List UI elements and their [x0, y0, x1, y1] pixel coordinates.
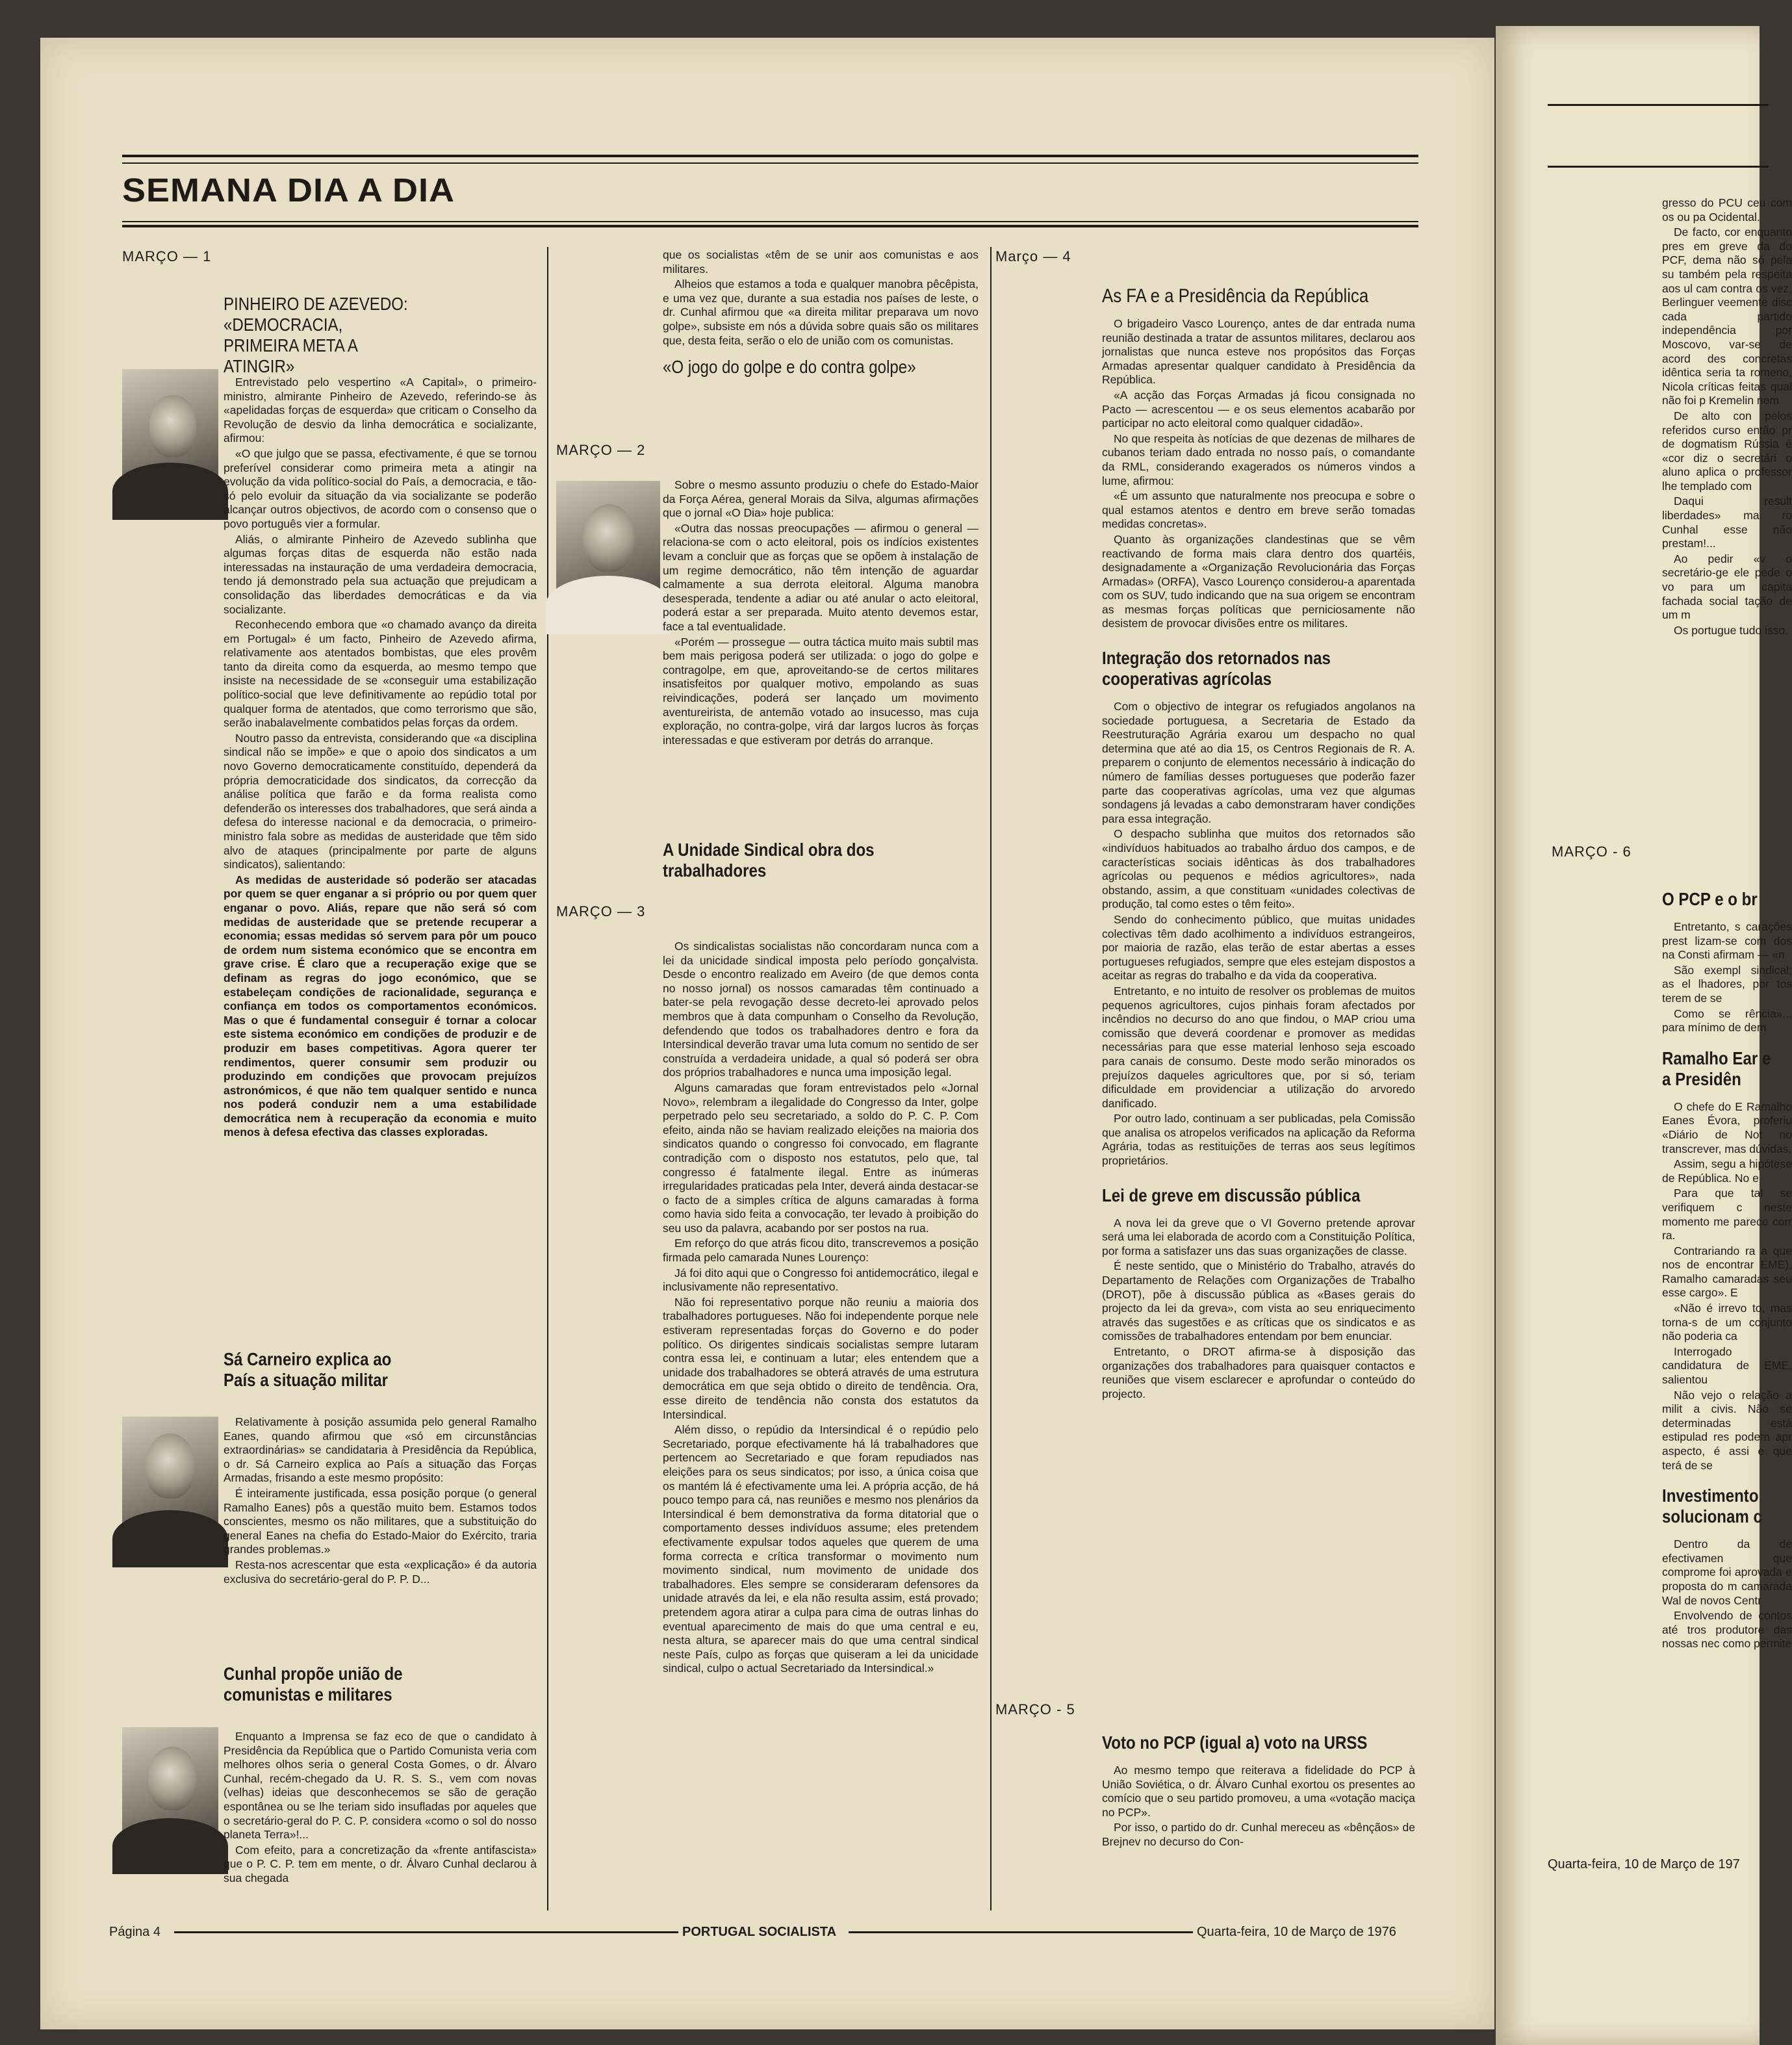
photo-shoulders	[112, 1510, 228, 1567]
right-page	[1496, 26, 1792, 2045]
article-voto-pcp	[1102, 1732, 1415, 1851]
footer-rule-left	[174, 1931, 678, 1933]
right-paragraph: Ao pedir «v o secretário-ge ele pede o vo para um capita fachada social tação de um m	[1662, 552, 1792, 622]
date-marco-4: Março — 4	[995, 248, 1071, 264]
paragraph: Em reforço do que atrás ficou dito, transcrevemos a posição firmada pelo camarada Nunes Lourenço:	[663, 1237, 979, 1265]
paragraph: Alguns camaradas que foram entrevistados pelo «Jornal Novo», relembram a ilegalidade do Congresso da Inter, golpe perpetrado pelo seu secretariado, a soldo do P. C. P. Com efeito, ainda não se haviam realizado eleições na maioria dos sindicatos quando o congresso foi convocado, em flagrante contradição com o disposto nos estatutos, pelo que, tal congresso é fatalmente ilegal. Entre as inúmeras irregularidades praticadas pela Inter, deverá ainda destacar-se o facto de a simples crítica de alguns camaradas à forma como havia sido feita a convocação, ter levado à proibição do seu uso da palavra, acabando por ser postos na rua.	[663, 1081, 979, 1235]
headline-unidade-sindical-text: A Unidade Sindical obra dos trabalhadores	[663, 840, 875, 881]
footer-date: Quarta-feira, 10 de Março de 1976	[1197, 1925, 1396, 1939]
paragraph: Os sindicalistas socialistas não concordaram nunca com a lei da unicidade sindical imposta pelo período gonçalvista. Desde o encontro realizado em Aveiro (de que demos conta no nosso jornal) os nossos camaradas têm continuado a bater-se pela revogação desse decreto-lei aprovado pelos membros que à data compunham o Conselho da Revolução, defendendo que todos os trabalhadores dentro e fora da Intersindical deverão travar uma luta comum no sentido de ser construída a verdadeira unidade, a qual só poderá ser obra dos próprios trabalhadores e nunca uma imposição legal.	[663, 940, 979, 1079]
date-marco-3: MARÇO — 3	[556, 903, 646, 920]
right-paragraph: O chefe do E Ramalho Eanes Évora, proferiu «Diário de Not no transcrever, mas dúvidas.	[1662, 1100, 1792, 1155]
paragraph: Ao mesmo tempo que reiterava a fidelidade do PCP à União Soviética, o dr. Álvaro Cunhal exortou os presentes ao comício que o seu partido promoveu, a uma «votação maciça no PCP».	[1102, 1764, 1415, 1819]
footer-page-number: Página 4	[109, 1925, 160, 1939]
paragraph: As medidas de austeridade só poderão ser atacadas por quem se quer enganar a si próprio ou por quem quer enganar o povo. Aliás, repare que não será só com medidas de austeridade que se pretende recuperar a economia; essas medidas só servem para pôr um pouco de ordem num sistema económico que se encontra em grave crise. É claro que a recuperação exige que se definam as regras do jogo económico, que se estabeleçam condições de racionalidade, segurança e confiança em todos os comportamentos económicos. Mas o que é fundamental conseguir é tornar a colocar este sistema económico em condições de produzir e de produzir em bases competitivas. Agora querer ter rendimentos, querer consumir sem produzir ou produzindo em condições que provocam prejuízos astronómicos, é que não tem qualquer sentido e nunca nos poderá conduzir nem a uma estabilidade democrática nem à recuperação da economia e muito menos à defesa efectiva das classes exploradas.	[224, 873, 537, 1139]
right-paragraph: De alto con pelos referidos curso então pr de dogmatism Rússia é «cor diz o secretári o aluno aplica o professor lhe templado com	[1662, 409, 1792, 493]
paragraph: Noutro passo da entrevista, considerando que «a disciplina sindical não se impõe» e que o apoio dos sindicatos a um novo Governo democraticamente constituído, dependerá da própria democraticidade dos sindicatos, da correcção da análise política que farão e da forma realista como defenderão os interesses dos trabalhadores, que será ainda a defesa do interesse nacional e da democracia, o primeiro-ministro fala sobre as medidas de austeridade que têm sido alvo de ataques (principalmente por parte de alguns sindicatos), salientando:	[224, 731, 537, 871]
right-paragraph: Não vejo o relação a milit a civis. Não se determinadas está estipulad res podem apr aspecto, é assi e que terá de se	[1662, 1388, 1792, 1472]
paragraph: É neste sentido, que o Ministério do Trabalho, através do Departamento de Relações com Organizações de Trabalho (DROT), põe à discussão pública as «Bases gerais do projecto da lei da greva», com vista ao seu enriquecimento através das sugestões e as críticas que os sindicatos e as comissões de trabalhadores entendam por bem enunciar.	[1102, 1259, 1415, 1343]
right-paragraph: São exempl sindical; as el lhadores, por tos terem de se	[1662, 963, 1792, 1005]
date-marco-5: MARÇO - 5	[995, 1701, 1075, 1717]
paragraph: Entrevistado pelo vespertino «A Capital», o primeiro-ministro, almirante Pinheiro de Azevedo, referindo-se às «apelidadas forças de esquerda» que criticam o Conselho da Revolução de desvio da linha democrática e socializante, afirmou:	[224, 376, 537, 445]
photo-head	[148, 1747, 196, 1810]
paragraph: Não foi representativo porque não reuniu a maioria dos trabalhadores portugueses. Não foi independente porque nele estiveram representadas forças do Governo e do poder político. Os dirigentes sindicais socialistas sempre lutaram contra essa lei, e continuam a lutar; eles entendem que a unidade dos trabalhadores se obterá através de uma estrutura democrática em que seja obtido o direito de tendência. Ora, esse direito de tendência não consta dos estatutos da Intersindical.	[663, 1295, 979, 1421]
right-paragraph: Dentro da de efectivamen que comprome foi aprovada e proposta do m camarada Wal de novos Centr	[1662, 1537, 1792, 1607]
paragraph: «O que julgo que se passa, efectivamente, é que se tornou preferível considerar como primeira meta a atingir na evolução da vida político-social do País, a democracia, e tão-só pelo evoluir da situação da via socializante se poderão alcançar outros objectivos, de acordo com o consenso que o povo português vier a formular.	[224, 446, 537, 530]
headline-cunhal	[224, 1664, 438, 1716]
article-jogo-do-golpe	[663, 478, 979, 749]
headline-unidade-sindical	[663, 840, 923, 892]
headline-cunhal-text: Cunhal propõe união de comunistas e militares	[224, 1664, 403, 1704]
headline-voto-pcp: Voto no PCP (igual a) voto na URSS	[1102, 1732, 1368, 1753]
headline-sa-carneiro	[224, 1349, 438, 1401]
right-paragraph: «Não é irrevo to, mas torna-s de um conjunto não poderia ca	[1662, 1302, 1792, 1343]
article-sa-carneiro	[224, 1415, 537, 1588]
paragraph: Já foi dito aqui que o Congresso foi antidemocrático, ilegal e inclusivamente não representativo.	[663, 1266, 979, 1294]
paragraph: No que respeita às notícias de que dezenas de milhares de cubanos teriam dado entrada no nosso país, o comandante da RML, considerando exagerados os números vindos a lume, afirmou:	[1102, 431, 1415, 487]
masthead: SEMANA DIA A DIA	[122, 172, 455, 209]
top-rule-2	[122, 162, 1418, 164]
right-column	[1662, 196, 1792, 639]
headline-pinheiro	[224, 294, 438, 387]
paragraph: Com o objectivo de integrar os refugiados angolanos na sociedade portuguesa, a Secretaria de Estado da Reestruturação Agrária exarou um despacho no qual determina que até ao dia 15, os Centros Regionais de R. A. preparem o conjunto de elementos necessário à indicação do número de famílias desses portugueses que poderão fazer parte das cooperativas agrícolas, uma vez que algumas sondagens já levadas a cabo demonstraram haver condições para essa integração.	[1102, 700, 1415, 825]
paragraph: «É um assunto que naturalmente nos preocupa e sobre o qual estamos atentos e dentro em breve serão tomadas medidas concretas».	[1102, 489, 1415, 531]
paragraph: O brigadeiro Vasco Lourenço, antes de dar entrada numa reunião destinada a tratar de assuntos militares, declarou aos jornalistas que nunca esteve nos propósitos das Forças Armadas apresentar qualquer candidato à Presidência da República.	[1102, 317, 1415, 387]
right-paragraph: Para que tal se verifiquem c neste momento me parece corr ra.	[1662, 1187, 1792, 1242]
article-cunhal-continued	[663, 248, 979, 388]
right-paragraph: Daqui result liberdades» ma ro Cunhal esse não prestam!...	[1662, 495, 1792, 550]
column-divider-2	[990, 247, 992, 1910]
paragraph: Entretanto, o DROT afirma-se à disposição das organizações dos trabalhadores para quaisquer contactos e reuniões que visem esclarecer e aprofundar o conteúdo do projecto.	[1102, 1345, 1415, 1400]
headline-retornados: Integração dos retornados nas cooperativas agrícolas	[1102, 648, 1331, 689]
photo-head	[149, 395, 196, 457]
masthead-rule-2	[122, 225, 1418, 227]
right-paragraph: De facto, cor enquanto pres em greve da do PCF, dema não só pela su também pela respeita aos ul cam contra os vez, Berlinguer veemente disc cada partido independência por Moscovo, var-se de acord des concretas idêntica seria ta romeno, Nicola críticas feitas qual não foi p Kremelin nem	[1662, 225, 1792, 407]
right-paragraph: Como se rência»... para mínimo de dem	[1662, 1007, 1792, 1035]
photo-head	[583, 504, 634, 572]
paragraph: Sobre o mesmo assunto produziu o chefe do Estado-Maior da Força Aérea, general Morais da Silva, algumas afirmações que o jornal «O Dia» hoje publica:	[663, 478, 979, 520]
paragraph: Além disso, o repúdio da Intersindical é o repúdio pelo Secretariado, porque efectivamente há lá trabalhadores que pertencem ao Secretariado e que foram repudiados nas eleições para os seus sindicatos; por isso, a única coisa que os mantém lá é efectivamente uma lei. A própria acção, de há pouco tempo para cá, nas reuniões e mesmo nos plenários da Intersindical é bem demonstrativa da forma ditatorial que o comportamento desses indivíduos assume; eles pretendem efectivamente expulsar todos aqueles que querem de uma forma correcta e crítica transformar o movimento num movimento sindical, num movimento de unidade dos trabalhadores. Eles sempre se consideraram defensores da unidade através da lei, e ela não resulta assim, está provado; pretendem agora atirar a culpa para cima de outras linhas do eventual aparecimento de mais do que uma central e eu, nesta altura, se aparecer mais do que uma central sindical neste País, culpo as forças que quiseram a lei da unicidade sindical, culpo o actual Secretariado da Intersindical.»	[663, 1423, 979, 1675]
right-paragraph: Contrariando ra a que nos de encontrar EME), Ramalho camaradas seu esse cargo». E	[1662, 1244, 1792, 1300]
date-marco-6: MARÇO - 6	[1552, 843, 1632, 860]
paragraph: A nova lei da greve que o VI Governo pretende aprovar será uma lei elaborada de acordo com a Constituição Política, por forma a satisfazer uns das suas organizações de classe.	[1102, 1216, 1415, 1257]
right-column-2	[1662, 889, 1792, 1653]
masthead-rule-1	[122, 221, 1418, 222]
right-paragraph: Os portugue tudo isso.	[1674, 623, 1789, 637]
footer-rule-right	[849, 1931, 1193, 1933]
footer-paper-name: PORTUGAL SOCIALISTA	[682, 1925, 837, 1939]
rule-right-top	[1548, 104, 1769, 106]
photo-shoulders	[112, 463, 228, 520]
headline-fa-presidencia: As FA e a Presidência da República	[1102, 285, 1369, 307]
photo-morais-da-silva	[556, 481, 660, 634]
article-unidade-sindical	[663, 940, 979, 1677]
paragraph: «Outra das nossas preocupações — afirmou o general — relaciona-se com o acto eleitoral, pois os indícios existentes levam a concluir que as forças que se opõem à instalação de um regime democrático, não têm intenção de aguardar calmamente a sua derrota eleitoral. Alguma manobra desesperada, tendente a adiar ou até anular o acto eleitoral, poderá estar a ser preparada. Muito atento devemos estar, face a tal eventualidade.	[663, 521, 979, 633]
photo-head	[146, 1434, 195, 1498]
article-pinheiro-top	[224, 376, 537, 1141]
paragraph: É inteiramente justificada, essa posição porque (o general Ramalho Eanes) pôs a questão muito bem. Estamos todos conscientes, mesmo os não militares, que a substituição do general Eanes na chefia do Estado-Maior do Exército, traria grandes problemas.»	[224, 1486, 537, 1556]
column-divider-1	[547, 247, 548, 1910]
headline-lei-de-greve: Lei de greve em discussão pública	[1102, 1185, 1361, 1205]
paragraph: Por outro lado, continuam a ser publicadas, pela Comissão que analisa os atropelos verificados na aplicação da Reforma Agrária, todas as restituições de terras aos seus legítimos proprietários.	[1102, 1112, 1415, 1168]
top-rule-1	[122, 155, 1418, 157]
paragraph: Com efeito, para a concretização da «frente antifascista» que o P. C. P. tem em mente, o dr. Álvaro Cunhal declarou à sua chegada	[224, 1843, 537, 1884]
headline-pcp: O PCP e o br	[1662, 889, 1758, 909]
headline-sa-carneiro-text: Sá Carneiro explica ao País a situação militar	[224, 1349, 392, 1390]
photo-shoulders	[112, 1818, 228, 1874]
right-paragraph: Interrogado candidatura de EME, salientou	[1662, 1344, 1792, 1387]
paragraph: Relativamente à posição assumida pelo general Ramalho Eanes, quando afirmou que «só em circunstâncias extraordinárias» se candidataria à Presidência da República, o dr. Sá Carneiro explica ao País a situação das Forças Armadas, frisando a este mesmo propósito:	[224, 1415, 537, 1485]
headline-jogo-do-golpe: «O jogo do golpe e do contra golpe»	[663, 357, 916, 378]
paragraph: Aliás, o almirante Pinheiro de Azevedo sublinha que algumas forças ditas de esquerda não estão nada interessadas na instauração de uma verdadeira democracia, tendo já demonstrado pela sua actuação que prejudicam a consolidação das liberdades democráticas e da via socializante.	[224, 532, 537, 616]
paragraph: Alheios que estamos a toda e qualquer manobra pêcêpista, e uma vez que, durante a sua estadia nos países de leste, o dr. Cunhal afirmou que «a direita militar preparava um novo golpe», subsiste em nós a dúvida sobre quais são os militares que, desta feita, serão o elo de união com os comunistas.	[663, 277, 979, 347]
paragraph: Enquanto a Imprensa se faz eco de que o candidato à Presidência da República que o Partido Comunista veria com melhores olhos seria o general Costa Gomes, o dr. Álvaro Cunhal, recém-chegado da U. R. S. S., vem com novas (velhas) ideias que desconhecemos se são de geração espontânea ou se lhe teriam sido insufladas por aqueles que o secretário-geral do P. C. P. considera «como o sol do nosso planeta Terra»!...	[224, 1730, 537, 1842]
right-paragraph: Envolvendo de contos até tros produtore das nossas nec como permite	[1662, 1609, 1792, 1651]
paragraph: «Porém — prossegue — outra táctica muito mais subtil mas bem mais perigosa poderá ser utilizada: o jogo do golpe e contragolpe, em que, aproveitando-se de certos militares insatisfeitos por qualquer motivo, empolando as suas reivindicações, poderá ser lançado um movimento aventureirista, de antemão votado ao insucesso, mas cuja exploração, no contra-golpe, virá dar largos lucros às forças interessadas e que estiveram por detrás do arranque.	[663, 635, 979, 747]
paragraph: que os socialistas «têm de se unir aos comunistas e aos militares.	[663, 248, 979, 276]
headline-investimento: Investimento solucionam c	[1662, 1486, 1762, 1527]
paragraph: Por isso, o partido do dr. Cunhal mereceu as «bênçãos» de Brejnev no decurso do Con-	[1102, 1821, 1415, 1848]
right-paragraph: Entretanto, s carações prest lizam-se com dos na Consti afirmam — «n	[1662, 920, 1792, 962]
paragraph: «A acção das Forças Armadas já ficou consignada no Pacto — acrescentou — e os seus elementos acabarão por participar no acto eleitoral como qualquer cidadão».	[1102, 388, 1415, 430]
right-footer-date: Quarta-feira, 10 de Março de 197	[1548, 1857, 1740, 1871]
paragraph: Quanto às organizações clandestinas que se vêm reactivando de forma mais clara dentro dos quartéis, designadamente a «Organização Revolucionária das Forças Armadas» (ORFA), Vasco Lourenço considerou-a aparentada com os SUV, tudo indicando que na sua origem se encontram as mesmas forças políticas que perniciosamente não desistem de provocar divisões entre os militares.	[1102, 532, 1415, 630]
photo-cunhal	[122, 1727, 218, 1874]
paragraph: Reconhecendo embora que «o chamado avanço da direita em Portugal» é um facto, Pinheiro de Azevedo afirma, relativamente aos atentados bombistas, que eles provêm tanto da direita como da esquerda, ao mesmo tempo que insiste na necessidade de se «conseguir uma estabilização político-social que leve definitivamente ao repúdio total por qualquer forma de atentados, que como terrorismo que são, serão inabalavelmente combatidos pelas forças da ordem.	[224, 618, 537, 730]
photo-sa-carneiro	[122, 1417, 218, 1567]
right-paragraph: gresso do PCU ceu com os ou pa Ocidental.	[1662, 196, 1792, 224]
photo-shoulders	[546, 576, 671, 634]
paragraph: Resta-nos acrescentar que esta «explicação» é da autoria exclusiva do secretário-geral do P. P. D...	[224, 1558, 537, 1586]
paragraph: Entretanto, e no intuito de resolver os problemas de muitos pequenos agricultores, cujos pinhais foram afectados por incêndios no decurso do ano que findou, o MAP criou uma comissão que deverá coordenar e promover as medidas necessárias para que esse material lenhoso seja escoado para canais de consumo. Deste modo serão minorados os prejuízos daqueles agricultores que, por si só, teriam dificuldade em providenciar a utilização do arvoredo danificado.	[1102, 984, 1415, 1110]
headline-pinheiro-text: PINHEIRO DE AZEVEDO: «DEMOCRACIA, PRIMEIRA META A ATINGIR»	[224, 294, 408, 376]
date-marco-1: MARÇO — 1	[122, 248, 212, 264]
paragraph: O despacho sublinha que muitos dos retornados são «indivíduos habituados ao trabalho árduo dos campos, e de características sociais idênticas às dos trabalhadores agrícolas ou pequenos e médios agricultores», nada obstando, assim, a que constituam «unidades colectivas de produção, tal como estes o têm feito».	[1102, 827, 1415, 911]
headline-ramalho: Ramalho Ear e a Presidên	[1662, 1048, 1771, 1089]
article-fa-presidencia	[1102, 286, 1415, 1402]
rule-right-mid	[1548, 166, 1769, 168]
date-marco-2: MARÇO — 2	[556, 442, 646, 458]
photo-pinheiro	[122, 369, 218, 520]
right-paragraph: Assim, segu a hipótese de República. No e	[1662, 1157, 1792, 1185]
article-cunhal	[224, 1730, 537, 1887]
paragraph: Sendo do conhecimento público, que muitas unidades colectivas têm dado acolhimento a indivíduos estrangeiros, por maioria de razão, elas terão de estar abertas a esses portugueses refugiados, sempre que eles estejam dispostos a aceitar as regras do trabalho e da vida da cooperativa.	[1102, 912, 1415, 983]
